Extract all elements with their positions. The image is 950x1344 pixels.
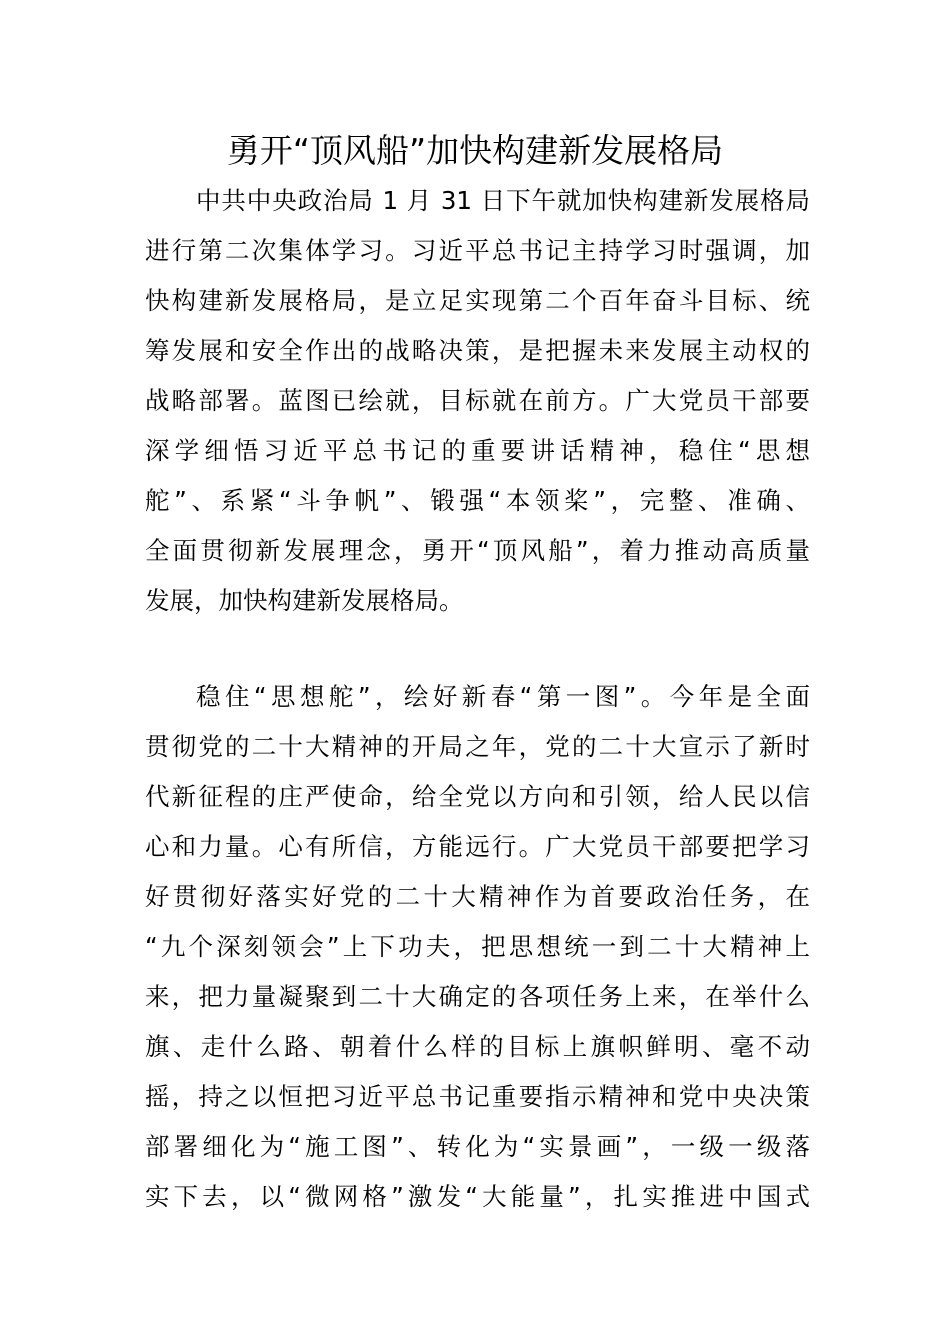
paragraph-line: “九个深刻领会”上下功夫，把思想统一到二十大精神上 [145,932,810,961]
paragraph-line: 中共中央政治局 1 月 31 日下午就加快构建新发展格局 [196,186,810,215]
paragraph-line: 心和力量。心有所信，方能远行。广大党员干部要把学习 [145,832,810,861]
paragraph-section-one [145,672,810,1222]
document-title: 勇开“顶风船”加快构建新发展格局 [226,131,724,170]
paragraph-line: 发展，加快构建新发展格局。 [145,586,464,615]
paragraph-line: 筹发展和安全作出的战略决策，是把握未来发展主动权的 [145,336,810,365]
paragraph-line: 摇，持之以恒把习近平总书记重要指示精神和党中央决策 [145,1082,810,1111]
paragraph-line: 贯彻党的二十大精神的开局之年，党的二十大宣示了新时 [145,732,810,761]
paragraph-line: 进行第二次集体学习。习近平总书记主持学习时强调，加 [145,236,810,265]
paragraph-line: 稳住“思想舵”，绘好新春“第一图”。今年是全面 [196,682,810,711]
paragraph-line: 快构建新发展格局，是立足实现第二个百年奋斗目标、统 [145,286,810,315]
paragraph-line: 代新征程的庄严使命，给全党以方向和引领，给人民以信 [145,782,810,811]
paragraph-line: 实下去，以“微网格”激发“大能量”，扎实推进中国式 [145,1182,810,1211]
paragraph-line: 旗、走什么路、朝着什么样的目标上旗帜鲜明、毫不动 [145,1032,810,1061]
paragraph-line: 部署细化为“施工图”、转化为“实景画”，一级一级落 [145,1132,810,1161]
paragraph-line: 战略部署。蓝图已绘就，目标就在前方。广大党员干部要 [145,386,810,415]
paragraph-line: 舵”、系紧“斗争帆”、锻强“本领桨”，完整、准确、 [145,486,810,515]
paragraph-line: 来，把力量凝聚到二十大确定的各项任务上来，在举什么 [145,982,810,1011]
paragraph-line: 全面贯彻新发展理念，勇开“顶风船”，着力推动高质量 [145,536,810,565]
paragraph-line: 好贯彻好落实好党的二十大精神作为首要政治任务，在 [145,882,810,911]
paragraph-line: 深学细悟习近平总书记的重要讲话精神，稳住“思想 [145,436,810,465]
paragraph-intro [145,176,810,626]
